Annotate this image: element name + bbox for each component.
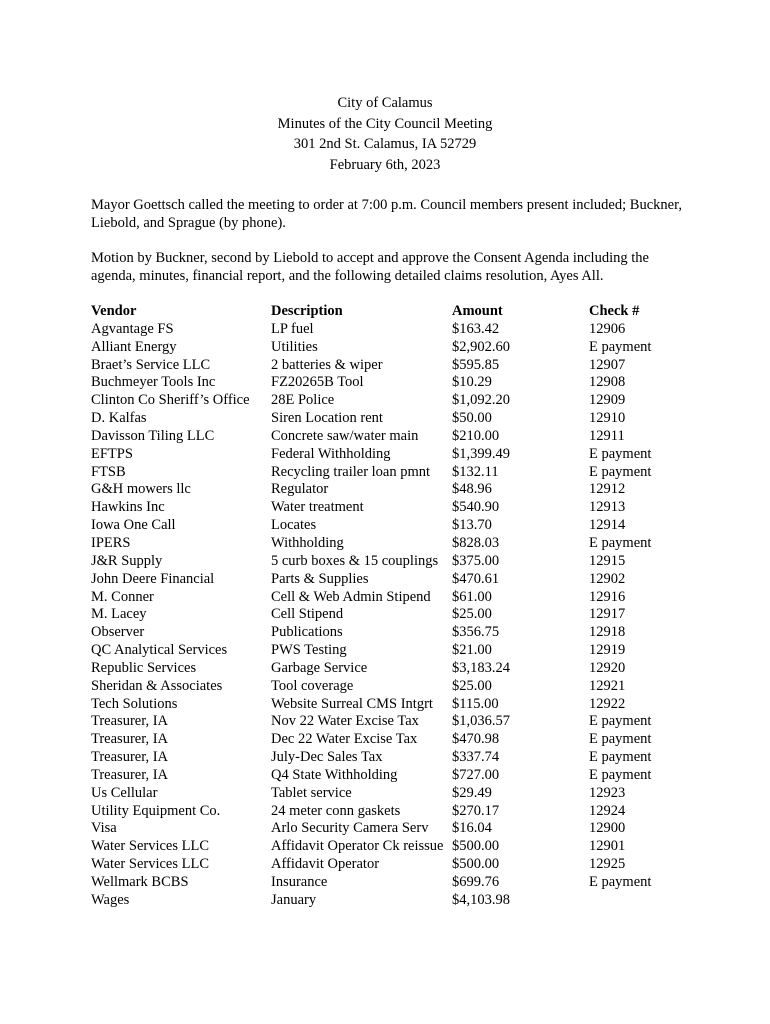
check-number-cell: 12912 <box>589 481 626 498</box>
check-number-cell: 12910 <box>589 410 626 427</box>
amount-cell: $4,103.98 <box>452 891 510 908</box>
motion-paragraph: Motion by Buckner, second by Liebold to accept and approve the Consent Agenda including the agenda, minutes, financial report, and the following detailed claims resolution, Ayes All. <box>91 250 649 284</box>
vendor-cell: Clinton Co Sheriff’s Office <box>91 392 250 409</box>
vendor-cell: Us Cellular <box>91 784 158 801</box>
meeting-address: 301 2nd St. Calamus, IA 52729 <box>293 136 477 152</box>
check-number-cell: 12902 <box>589 570 626 587</box>
vendor-cell: Treasurer, IA <box>91 766 169 783</box>
amount-cell: $540.90 <box>452 499 500 516</box>
check-number-cell: E payment <box>589 874 652 890</box>
amount-cell: $1,399.49 <box>452 445 510 462</box>
amount-cell: $163.42 <box>452 320 500 337</box>
description-cell: Withholding <box>271 534 344 551</box>
check-number-cell: 12918 <box>589 624 626 641</box>
description-cell: Siren Location rent <box>271 410 383 427</box>
vendor-cell: Agvantage FS <box>91 320 174 337</box>
vendor-cell: Observer <box>91 624 145 641</box>
amount-cell: $50.00 <box>452 410 492 427</box>
column-header-amount: Amount <box>452 303 503 319</box>
amount-cell: $470.98 <box>452 731 500 748</box>
check-number-cell: 12913 <box>589 499 626 516</box>
amount-cell: $500.00 <box>452 856 500 873</box>
description-cell: Tablet service <box>271 784 352 801</box>
vendor-cell: J&R Supply <box>91 552 163 569</box>
vendor-cell: G&H mowers llc <box>91 481 191 498</box>
document-title: Minutes of the City Council Meeting <box>277 115 493 132</box>
description-cell: Garbage Service <box>271 659 368 676</box>
vendor-cell: Sheridan & Associates <box>91 677 223 694</box>
description-cell: January <box>271 891 317 908</box>
vendor-cell: Buchmeyer Tools Inc <box>91 374 216 391</box>
amount-cell: $1,092.20 <box>452 392 510 409</box>
document-header <box>0 93 770 175</box>
vendor-cell: IPERS <box>91 534 131 551</box>
check-number-cell: 12920 <box>589 659 626 676</box>
description-cell: Publications <box>271 624 343 641</box>
amount-cell: $25.00 <box>452 677 492 694</box>
check-number-cell: 12906 <box>589 320 626 337</box>
amount-cell: $337.74 <box>452 749 500 766</box>
description-cell: Website Surreal CMS Intgrt <box>271 695 433 712</box>
check-number-cell: 12901 <box>589 838 626 855</box>
check-number-cell: 12909 <box>589 392 626 409</box>
vendor-cell: Visa <box>91 820 117 837</box>
description-cell: Utilities <box>271 338 318 355</box>
amount-cell: $210.00 <box>452 427 500 444</box>
vendor-cell: Davisson Tiling LLC <box>91 427 215 444</box>
amount-cell: $48.96 <box>452 481 492 498</box>
call-to-order-paragraph: Mayor Goettsch called the meeting to order at 7:00 p.m. Council members present included; Buckner, Liebold, and Sprague (by phone). <box>91 197 682 231</box>
vendor-cell: Wellmark BCBS <box>91 874 189 890</box>
amount-cell: $61.00 <box>452 588 492 605</box>
vendor-cell: Braet’s Service LLC <box>91 356 211 373</box>
description-cell: Insurance <box>271 874 328 890</box>
description-cell: Dec 22 Water Excise Tax <box>271 731 418 748</box>
amount-cell: $25.00 <box>452 606 492 623</box>
description-cell: Affidavit Operator <box>271 856 380 873</box>
amount-cell: $375.00 <box>452 552 500 569</box>
check-number-cell: E payment <box>589 713 652 730</box>
check-number-cell: 12915 <box>589 552 626 569</box>
check-number-cell: E payment <box>589 766 652 783</box>
check-number-cell: 12923 <box>589 784 626 801</box>
description-cell: Arlo Security Camera Serv <box>271 820 429 837</box>
description-cell: Recycling trailer loan pmnt <box>271 463 431 480</box>
amount-cell: $1,036.57 <box>452 713 510 730</box>
city-name: City of Calamus <box>337 95 433 111</box>
check-number-cell: E payment <box>589 731 652 748</box>
column-header-vendor: Vendor <box>91 303 137 319</box>
vendor-cell: Water Services LLC <box>91 856 210 873</box>
vendor-cell: Treasurer, IA <box>91 749 169 766</box>
check-number-cell: 12921 <box>589 677 626 694</box>
description-cell: 28E Police <box>271 392 335 409</box>
meeting-date: February 6th, 2023 <box>329 156 441 173</box>
amount-cell: $2,902.60 <box>452 338 510 355</box>
vendor-cell: QC Analytical Services <box>91 642 228 659</box>
amount-cell: $115.00 <box>452 695 499 712</box>
check-number-cell: 12922 <box>589 695 626 712</box>
description-cell: Water treatment <box>271 499 364 516</box>
amount-cell: $29.49 <box>452 784 492 801</box>
vendor-cell: EFTPS <box>91 445 133 462</box>
column-header-description: Description <box>271 303 343 319</box>
description-cell: 5 curb boxes & 15 couplings <box>271 552 439 569</box>
vendor-cell: D. Kalfas <box>91 410 147 427</box>
check-number-cell: E payment <box>589 749 652 766</box>
check-number-cell: 12917 <box>589 606 626 623</box>
amount-cell: $10.29 <box>452 374 492 391</box>
amount-cell: $270.17 <box>452 802 500 819</box>
vendor-cell: Wages <box>91 891 130 908</box>
amount-cell: $356.75 <box>452 624 500 641</box>
amount-cell: $3,183.24 <box>452 659 510 676</box>
description-cell: Cell Stipend <box>271 606 344 623</box>
check-number-cell: E payment <box>589 534 652 551</box>
amount-cell: $727.00 <box>452 766 500 783</box>
vendor-cell: Iowa One Call <box>91 517 176 534</box>
amount-cell: $470.61 <box>452 570 500 587</box>
description-cell: Regulator <box>271 481 329 498</box>
vendor-cell: FTSB <box>91 463 126 480</box>
description-cell: PWS Testing <box>271 642 347 659</box>
vendor-cell: Republic Services <box>91 659 197 676</box>
description-cell: Locates <box>271 517 317 534</box>
vendor-cell: M. Conner <box>91 588 154 605</box>
description-cell: Federal Withholding <box>271 445 391 462</box>
check-number-cell: 12924 <box>589 802 626 819</box>
vendor-cell: Treasurer, IA <box>91 731 169 748</box>
amount-cell: $21.00 <box>452 642 492 659</box>
amount-cell: $828.03 <box>452 534 500 551</box>
description-cell: Affidavit Operator Ck reissue <box>271 838 444 855</box>
check-number-cell: 12908 <box>589 374 626 391</box>
description-cell: 2 batteries & wiper <box>271 356 383 373</box>
description-cell: Parts & Supplies <box>271 570 369 587</box>
description-cell: LP fuel <box>271 320 314 337</box>
check-number-cell: 12916 <box>589 588 626 605</box>
check-number-cell: E payment <box>589 463 652 480</box>
description-cell: FZ20265B Tool <box>271 374 364 391</box>
check-number-cell: 12907 <box>589 356 626 373</box>
description-cell: Cell & Web Admin Stipend <box>271 588 431 605</box>
vendor-cell: Hawkins Inc <box>91 499 165 516</box>
vendor-cell: Treasurer, IA <box>91 713 169 730</box>
description-cell: Concrete saw/water main <box>271 427 419 444</box>
check-number-cell: E payment <box>589 445 652 462</box>
amount-cell: $16.04 <box>452 820 492 837</box>
description-cell: Nov 22 Water Excise Tax <box>271 713 419 730</box>
description-cell: Q4 State Withholding <box>271 766 398 783</box>
amount-cell: $699.76 <box>452 874 500 890</box>
vendor-cell: Tech Solutions <box>91 695 178 712</box>
check-number-cell: 12919 <box>589 642 626 659</box>
amount-cell: $132.11 <box>452 463 499 480</box>
description-cell: 24 meter conn gaskets <box>271 802 401 819</box>
description-cell: Tool coverage <box>271 677 354 694</box>
check-number-cell: 12925 <box>589 856 626 873</box>
column-header-check: Check # <box>589 303 640 319</box>
check-number-cell: 12914 <box>589 517 626 534</box>
check-number-cell: 12900 <box>589 820 626 837</box>
vendor-cell: M. Lacey <box>91 606 147 623</box>
amount-cell: $595.85 <box>452 356 500 373</box>
vendor-cell: Water Services LLC <box>91 838 210 855</box>
amount-cell: $13.70 <box>452 517 492 534</box>
vendor-cell: Alliant Energy <box>91 338 177 355</box>
check-number-cell: E payment <box>589 338 652 355</box>
vendor-cell: Utility Equipment Co. <box>91 802 221 819</box>
amount-cell: $500.00 <box>452 838 500 855</box>
vendor-cell: John Deere Financial <box>91 570 215 587</box>
description-cell: July-Dec Sales Tax <box>271 749 383 766</box>
check-number-cell: 12911 <box>589 427 625 444</box>
